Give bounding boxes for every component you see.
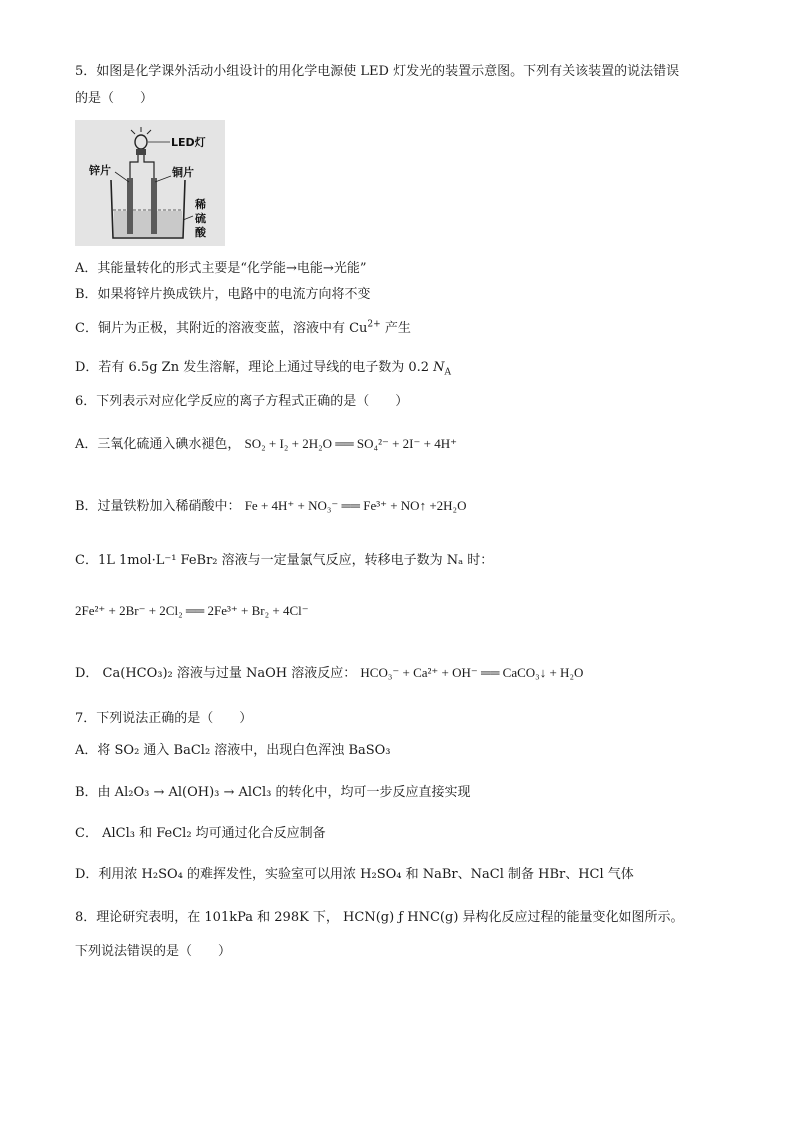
q7-stem: 7．下列说法正确的是（ ）	[75, 711, 253, 726]
q6-option-b-equation: Fe + 4H⁺ + NO₃⁻ ══ Fe³⁺ + NO↑ +2H₂O	[244, 498, 467, 513]
zinc-label: 锌片	[89, 164, 111, 177]
q5-option-c-pre: C．铜片为正极，其附近的溶液变蓝，溶液中有 Cu	[75, 321, 368, 336]
q6-option-c: C．1L 1mol·L⁻¹ FeBr₂ 溶液与一定量氯气反应，转移电子数为 Nₐ 时：	[75, 553, 494, 568]
q7-option-c: C． AlCl₃ 和 FeCl₂ 均可通过化合反应制备	[75, 826, 326, 841]
acid-label-2: 硫	[195, 212, 206, 225]
q8-stem-line1: 8．理论研究表明，在 101kPa 和 298K 下， HCN(g) ƒ HNC(g) 异构化反应过程的能量变化如图所示。	[75, 910, 684, 925]
q6-option-a-text: A．三氧化硫通入碘水褪色，	[75, 437, 241, 452]
q5-option-b: B．如果将锌片换成铁片，电路中的电流方向将不变	[75, 287, 371, 302]
q5-option-d-na: N	[433, 360, 445, 375]
q6-option-c-equation: 2Fe²⁺ + 2Br⁻ + 2Cl₂ ══ 2Fe³⁺ + Br₂ + 4Cl⁻	[75, 603, 309, 618]
q6-stem: 6．下列表示对应化学反应的离子方程式正确的是（ ）	[75, 394, 409, 409]
q6-option-d-text: D． Ca(HCO₃)₂ 溶液与过量 NaOH 溶液反应：	[75, 666, 357, 681]
q6-option-b-text: B．过量铁粉加入稀硝酸中：	[75, 499, 241, 514]
q7-option-d: D．利用浓 H₂SO₄ 的难挥发性，实验室可以用浓 H₂SO₄ 和 NaBr、NaCl 制备 HBr、HCl 气体	[75, 867, 634, 882]
acid-label-3: 酸	[195, 226, 206, 239]
q6-option-b	[75, 497, 466, 516]
q8-stem-line2: 下列说法错误的是（ ）	[75, 944, 232, 959]
zinc-electrode	[127, 178, 133, 234]
q6-option-d-equation: HCO₃⁻ + Ca²⁺ + OH⁻ ══ CaCO₃↓ + H₂O	[360, 665, 584, 680]
q5-stem-line2: 的是（ ）	[75, 91, 154, 106]
copper-electrode	[151, 178, 157, 234]
q6-option-a-equation: SO₂ + I₂ + 2H₂O ══ SO₄²⁻ + 2I⁻ + 4H⁺	[244, 436, 457, 451]
acid-label-1: 稀	[195, 198, 206, 211]
galvanic-cell-diagram	[75, 120, 225, 246]
q7-option-a: A．将 SO₂ 通入 BaCl₂ 溶液中，出现白色浑浊 BaSO₃	[75, 743, 391, 758]
q5-option-d	[75, 359, 451, 377]
q5-option-c	[75, 320, 411, 338]
q6-option-d	[75, 664, 583, 683]
q5-option-d-pre: D．若有 6.5g Zn 发生溶解，理论上通过导线的电子数为 0.2	[75, 360, 430, 375]
galvanic-cell-figure	[75, 120, 225, 246]
q5-option-d-na-sub: A	[444, 367, 452, 378]
q5-option-a: A．其能量转化的形式主要是“化学能→电能→光能”	[75, 261, 367, 276]
led-label: LED灯	[171, 136, 206, 149]
q5-option-c-post: 产生	[380, 321, 411, 336]
copper-label: 铜片	[172, 166, 194, 179]
q5-option-c-sup: 2+	[367, 319, 381, 330]
q5-stem-line1: 5．如图是化学课外活动小组设计的用化学电源使 LED 灯发光的装置示意图。下列有关该装置的说法错误	[75, 64, 680, 79]
q6-option-a	[75, 435, 457, 454]
q7-option-b: B．由 Al₂O₃ → Al(OH)₃ → AlCl₃ 的转化中，均可一步反应直接实现	[75, 785, 471, 800]
